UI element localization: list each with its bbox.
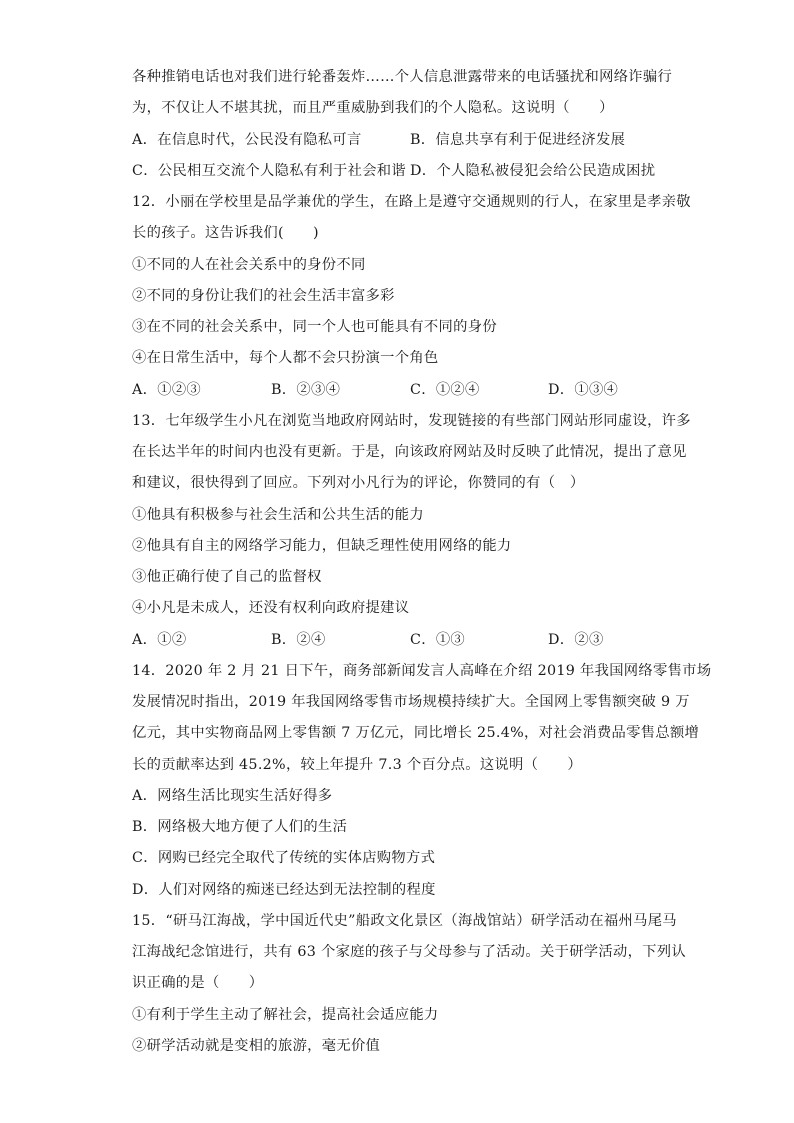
q14-text-line-1: 14．2020 年 2 月 21 日下午，商务部新闻发言人高峰在介绍 2019 年我国网络零售市场 (132, 663, 712, 679)
q12-text-line-1: 12．小丽在学校里是品学兼优的学生，在路上是遵守交通规则的行人，在家里是孝亲敬 (132, 194, 691, 210)
q14-option-c: C．网购已经完全取代了传统的实体店购物方式 (132, 850, 436, 866)
q12-option-d: D．①③④ (548, 382, 619, 398)
q14-text-line-2: 发展情况时指出，2019 年我国网络零售市场规模持续扩大。全国网上零售额突破 9 万 (132, 694, 690, 710)
q13-statement-4: ④小凡是未成人，还没有权利向政府提建议 (132, 600, 410, 616)
q15-text-line-2: 江海战纪念馆进行，共有 63 个家庭的孩子与父母参与了活动。关于研学活动，下列认 (132, 944, 686, 960)
q12-statement-3: ③在不同的社会关系中，同一个人也可能具有不同的身份 (132, 319, 497, 335)
q13-statement-2: ②他具有自主的网络学习能力，但缺乏理性使用网络的能力 (132, 538, 512, 554)
q11-text-line-1: 各种推销电话也对我们进行轮番轰炸……个人信息泄露带来的电话骚扰和网络诈骗行 (132, 69, 673, 85)
q14-text-line-4: 长的贡献率达到 45.2%，较上年提升 7.3 个百分点。这说明（ ） (132, 757, 583, 773)
q15-text-line-3: 识正确的是（ ） (132, 975, 264, 991)
q11-option-b: B．信息共享有利于促进经济发展 (410, 132, 626, 148)
q12-statement-1: ①不同的人在社会关系中的身份不同 (132, 257, 366, 273)
q13-option-a: A．①② (132, 632, 187, 648)
q12-statement-2: ②不同的身份让我们的社会生活丰富多彩 (132, 288, 395, 304)
q14-text-line-3: 亿元，其中实物商品网上零售额 7 万亿元，同比增长 25.4%，对社会消费品零售总额增 (132, 725, 700, 741)
q13-text-line-1: 13．七年级学生小凡在浏览当地政府网站时，发现链接的有些部门网站形同虚设，许多 (132, 413, 691, 429)
q13-text-line-2: 在长达半年的时间内也没有更新。于是，向该政府网站及时反映了此情况，提出了意见 (132, 444, 687, 460)
q13-statement-1: ①他具有积极参与社会生活和公共生活的能力 (132, 507, 424, 523)
q13-option-d: D．②③ (548, 632, 604, 648)
q12-statement-4: ④在日常生活中，每个人都不会只扮演一个角色 (132, 350, 439, 366)
q14-option-b: B．网络极大地方便了人们的生活 (132, 819, 348, 835)
q11-text-line-2: 为，不仅让人不堪其扰，而且严重威胁到我们的个人隐私。这说明（ ） (132, 100, 614, 116)
q13-option-b: B．②④ (271, 632, 326, 648)
q12-text-line-2: 长的孩子。这告诉我们( ) (132, 225, 319, 241)
q12-option-b: B．②③④ (271, 382, 341, 398)
q14-option-a: A．网络生活比现实生活好得多 (132, 788, 333, 804)
q15-text-line-1: 15．“研马江海战，学中国近代史”船政文化景区（海战馆站）研学活动在福州马尾马 (132, 913, 677, 929)
q13-text-line-3: 和建议，很快得到了回应。下列对小凡行为的评论，你赞同的有（ ） (132, 475, 585, 491)
q15-statement-2: ②研学活动就是变相的旅游，毫无价值 (132, 1038, 381, 1054)
q11-option-c: C．公民相互交流个人隐私有利于社会和谐 (132, 163, 406, 179)
q11-option-d: D．个人隐私被侵犯会给公民造成困扰 (410, 163, 656, 179)
q12-option-a: A．①②③ (132, 382, 202, 398)
q13-option-c: C．①③ (410, 632, 466, 648)
q15-statement-1: ①有利于学生主动了解社会，提高社会适应能力 (132, 1007, 439, 1023)
q11-option-a: A．在信息时代，公民没有隐私可言 (132, 132, 362, 148)
q12-option-c: C．①②④ (410, 382, 480, 398)
q13-statement-3: ③他正确行使了自己的监督权 (132, 569, 322, 585)
q14-option-d: D．人们对网络的痴迷已经达到无法控制的程度 (132, 882, 436, 898)
